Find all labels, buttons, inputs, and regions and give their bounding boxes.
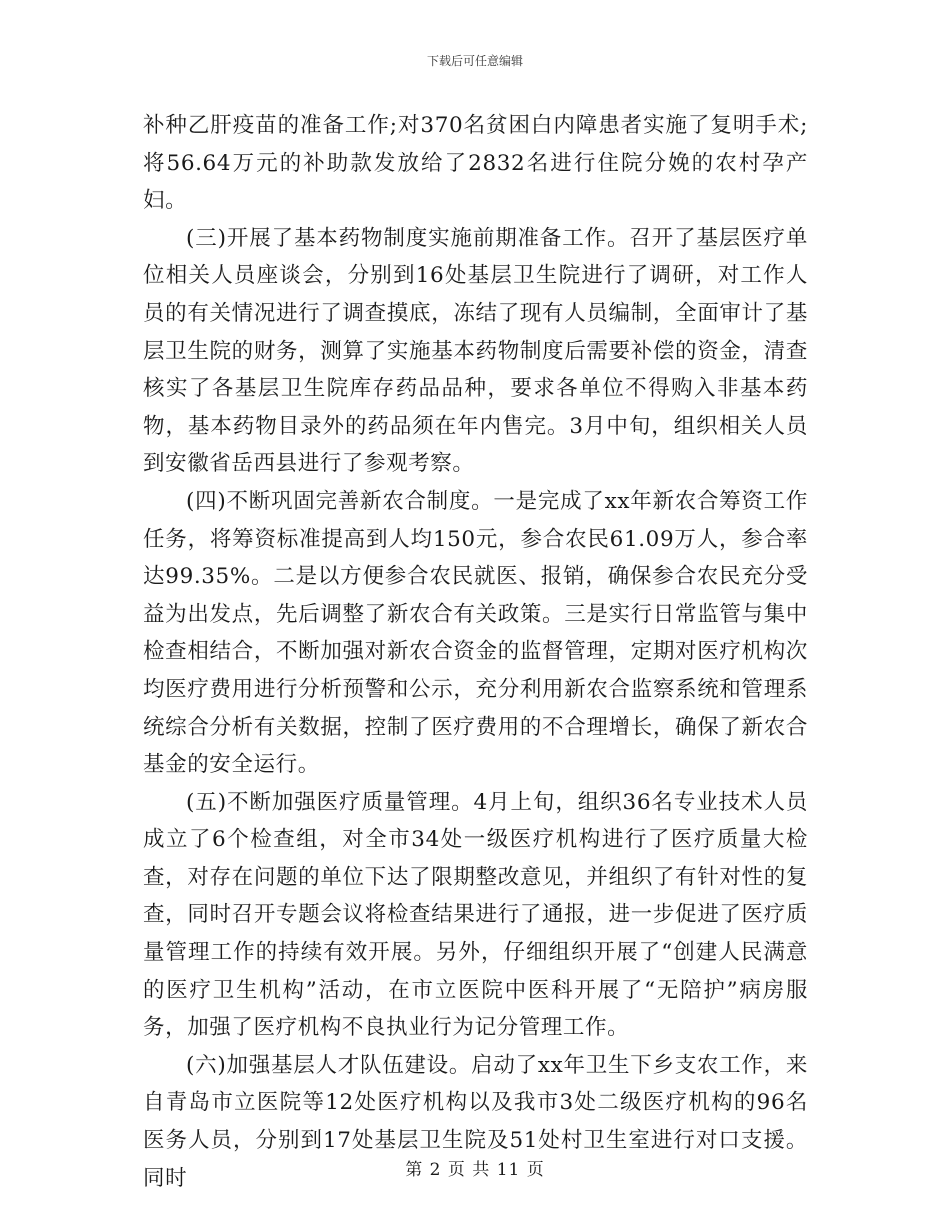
paragraph-5: (六)加强基层人才队伍建设。启动了xx年卫生下乡支农工作，来自青岛市立医院等12处医疗机构以及我市3处二级医疗机构的96名医务人员，分别到17处基层卫生院及51处村卫生室进行对口支援。同时 <box>143 1052 808 1191</box>
paragraph-1: 补种乙肝疫苗的准备工作;对370名贫困白内障患者实施了复明手术;将56.64万元的补助款发放给了2832名进行住院分娩的农村孕产妇。 <box>143 113 808 214</box>
paragraph-2: (三)开展了基本药物制度实施前期准备工作。召开了基层医疗单位相关人员座谈会，分别到16处基层卫生院进行了调研，对工作人员的有关情况进行了调查摸底，冻结了现有人员编制，全面审计了基层卫生院的财务，测算了实施基本药物制度后需要补偿的资金，清查核实了各基层卫生院库存药品品种，要求各单位不得购入非基本药物，基本药物目录外的药品须在年内售完。3月中旬，组织相关人员到安徽省岳西县进行了参观考察。 <box>143 225 808 477</box>
document-body <box>143 107 808 1197</box>
page-header: 下载后可任意编辑 <box>426 54 523 68</box>
paragraph-3: (四)不断巩固完善新农合制度。一是完成了xx年新农合筹资工作任务，将筹资标准提高到人均150元，参合农民61.09万人，参合率达99.35%。二是以方便参合农民就医、报销，确保参合农民充分受益为出发点，先后调整了新农合有关政策。三是实行日常监管与集中检查相结合，不断加强对新农合资金的监督管理，定期对医疗机构次均医疗费用进行分析预警和公示，充分利用新农合监察系统和管理系统综合分析有关数据，控制了医疗费用的不合理增长，确保了新农合基金的安全运行。 <box>143 488 808 778</box>
paragraph-4: (五)不断加强医疗质量管理。4月上旬，组织36名专业技术人员成立了6个检查组，对全市34处一级医疗机构进行了医疗质量大检查，对存在问题的单位下达了限期整改意见，并组织了有针对性的复查，同时召开专题会议将检查结果进行了通报，进一步促进了医疗质量管理工作的持续有效开展。另外，仔细组织开展了“创建人民满意的医疗卫生机构”活动，在市立医院中医科开展了“无陪护”病房服务，加强了医疗机构不良执业行为记分管理工作。 <box>143 789 808 1041</box>
page-number: 第 2 页 共 11 页 <box>405 1160 545 1180</box>
